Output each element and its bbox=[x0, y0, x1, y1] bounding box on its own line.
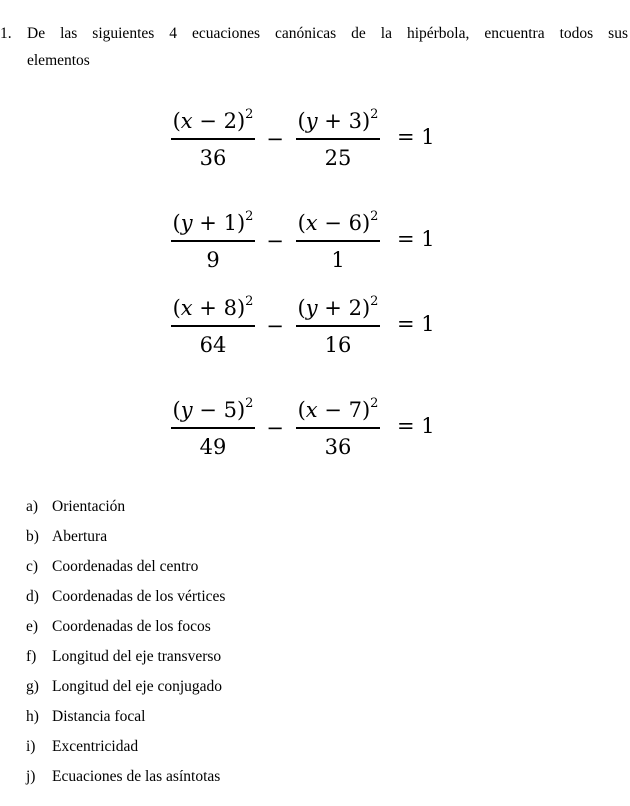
list-item-letter: j) bbox=[26, 768, 36, 785]
variable: y bbox=[180, 398, 193, 422]
list-item-letter: g) bbox=[26, 678, 39, 695]
list-item-letter: b) bbox=[26, 528, 39, 545]
list-item-letter: c) bbox=[26, 558, 39, 575]
operator: + bbox=[192, 296, 224, 320]
fraction-right bbox=[287, 288, 389, 359]
denominator: 36 bbox=[324, 435, 352, 459]
list-item-text: Longitud del eje transverso bbox=[52, 648, 222, 665]
equation-2 bbox=[163, 203, 435, 274]
operator: − bbox=[317, 211, 349, 235]
fraction-right bbox=[287, 203, 389, 274]
equals-one: = 1 bbox=[397, 124, 435, 149]
list-item bbox=[26, 764, 225, 794]
list-item-text: Coordenadas de los vértices bbox=[52, 588, 226, 605]
denominator: 49 bbox=[199, 435, 227, 459]
list-item bbox=[26, 734, 225, 764]
question-text: De las siguientes 4 ecuaciones canónicas de la hipérbola, encuentra todos sus bbox=[27, 25, 628, 42]
equation-3 bbox=[163, 288, 435, 359]
constant: 5 bbox=[223, 398, 237, 422]
question bbox=[0, 20, 628, 74]
operator: − bbox=[317, 398, 349, 422]
constant: 7 bbox=[348, 398, 362, 422]
equals-one: = 1 bbox=[397, 226, 435, 251]
constant: 6 bbox=[348, 211, 362, 235]
variable: x bbox=[180, 296, 193, 320]
numerator: $(y - 5)^2$ bbox=[171, 390, 256, 429]
equation-1 bbox=[163, 101, 435, 172]
list-item bbox=[26, 704, 225, 734]
list-item-text: Coordenadas del centro bbox=[52, 558, 199, 575]
exponent: 2 bbox=[245, 294, 254, 309]
denominator: 25 bbox=[324, 146, 352, 170]
minus-sign: − bbox=[266, 126, 284, 151]
list-item-text: Orientación bbox=[52, 498, 126, 515]
list-item-letter: f) bbox=[26, 648, 37, 665]
numerator: $(x - 6)^2$ bbox=[296, 203, 381, 242]
numerator: $(y + 2)^2$ bbox=[296, 288, 381, 327]
exponent: 2 bbox=[245, 107, 254, 122]
operator: + bbox=[317, 296, 349, 320]
constant: 1 bbox=[223, 211, 237, 235]
numerator: $(y + 3)^2$ bbox=[296, 101, 381, 140]
denominator: 16 bbox=[324, 333, 352, 357]
denominator: 1 bbox=[331, 248, 345, 272]
list-item bbox=[26, 614, 225, 644]
list-item-letter: i) bbox=[26, 738, 36, 755]
exponent: 2 bbox=[370, 209, 379, 224]
variable: y bbox=[305, 109, 318, 133]
exponent: 2 bbox=[245, 396, 254, 411]
numerator: $(x + 8)^2$ bbox=[171, 288, 256, 327]
variable: y bbox=[180, 211, 193, 235]
exponent: 2 bbox=[370, 107, 379, 122]
operator: + bbox=[192, 211, 224, 235]
list-item bbox=[26, 674, 225, 704]
constant: 8 bbox=[223, 296, 237, 320]
variable: x bbox=[305, 211, 318, 235]
elements-list bbox=[26, 494, 225, 794]
fraction-left bbox=[163, 390, 263, 461]
fraction-right bbox=[287, 101, 389, 172]
denominator: 9 bbox=[206, 248, 220, 272]
exponent: 2 bbox=[245, 209, 254, 224]
operator: − bbox=[192, 109, 224, 133]
variable: x bbox=[180, 109, 193, 133]
numerator: $(x - 2)^2$ bbox=[171, 101, 256, 140]
numerator: $(x - 7)^2$ bbox=[296, 390, 381, 429]
operator: − bbox=[192, 398, 224, 422]
list-item-text: Excentricidad bbox=[52, 738, 139, 755]
list-item-text: Distancia focal bbox=[52, 708, 146, 725]
list-item-letter: d) bbox=[26, 588, 39, 605]
numerator: $(y + 1)^2$ bbox=[171, 203, 256, 242]
list-item bbox=[26, 584, 225, 614]
fraction-left bbox=[163, 288, 263, 359]
list-item bbox=[26, 524, 225, 554]
equals-one: = 1 bbox=[397, 413, 435, 438]
list-item-text: Abertura bbox=[52, 528, 108, 545]
list-item-text: Longitud del eje conjugado bbox=[52, 678, 223, 695]
variable: y bbox=[305, 296, 318, 320]
constant: 2 bbox=[348, 296, 362, 320]
exponent: 2 bbox=[370, 294, 379, 309]
list-item bbox=[26, 494, 225, 524]
question-number: 1. bbox=[0, 25, 12, 42]
fraction-right bbox=[287, 390, 389, 461]
denominator: 36 bbox=[199, 146, 227, 170]
list-item-text: Coordenadas de los focos bbox=[52, 618, 211, 635]
equation-4 bbox=[163, 390, 435, 461]
list-item-letter: h) bbox=[26, 708, 39, 725]
exponent: 2 bbox=[370, 396, 379, 411]
minus-sign: − bbox=[266, 313, 284, 338]
list-item-letter: e) bbox=[26, 618, 39, 635]
variable: x bbox=[305, 398, 318, 422]
question-line-1 bbox=[0, 20, 628, 47]
constant: 2 bbox=[223, 109, 237, 133]
fraction-left bbox=[163, 203, 263, 274]
denominator: 64 bbox=[199, 333, 227, 357]
list-item bbox=[26, 554, 225, 584]
list-item bbox=[26, 644, 225, 674]
minus-sign: − bbox=[266, 415, 284, 440]
fraction-left bbox=[163, 101, 263, 172]
equals-one: = 1 bbox=[397, 311, 435, 336]
list-item-letter: a) bbox=[26, 498, 39, 515]
operator: + bbox=[317, 109, 349, 133]
constant: 3 bbox=[348, 109, 362, 133]
list-item-text: Ecuaciones de las asíntotas bbox=[52, 768, 221, 785]
question-text-continued: elementos bbox=[27, 52, 90, 69]
minus-sign: − bbox=[266, 228, 284, 253]
